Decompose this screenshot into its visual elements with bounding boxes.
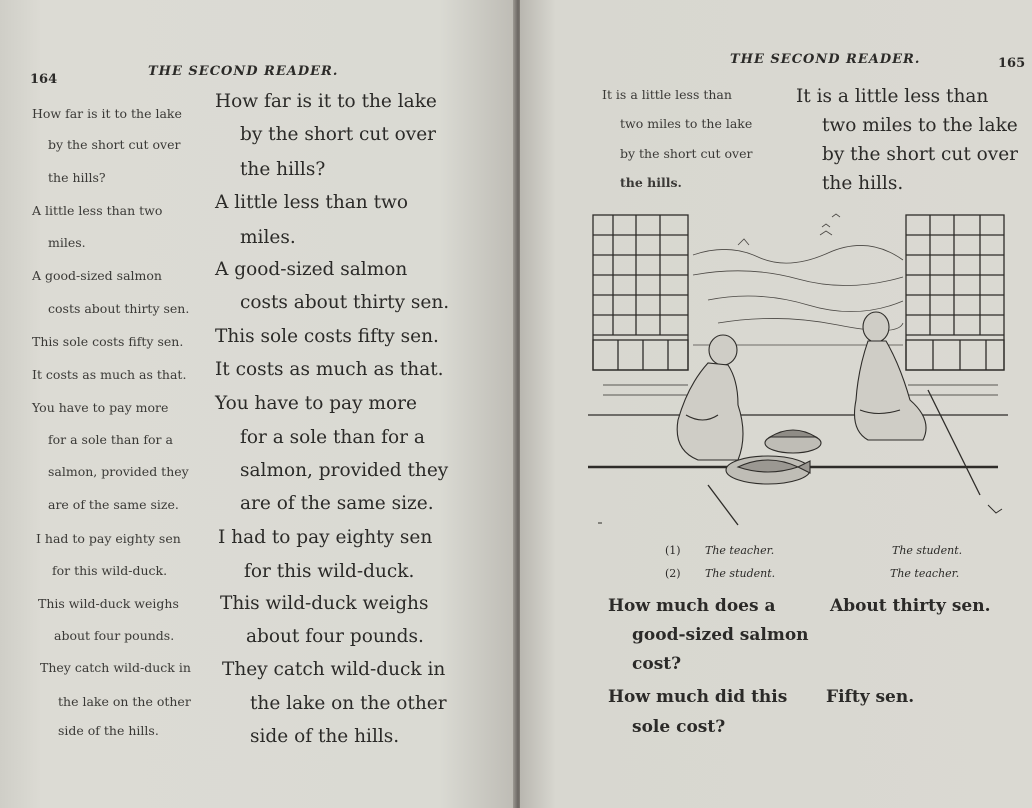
small-text-line: A little less than two	[32, 203, 163, 218]
large-text-line: side of the hills.	[250, 726, 400, 747]
small-text-line: It is a little less than	[602, 87, 732, 102]
large-text-line: costs about thirty sen.	[240, 292, 450, 313]
large-text-line: A little less than two	[215, 192, 409, 213]
large-text-line: This sole costs fifty sen.	[215, 326, 439, 347]
large-text-line: the hills?	[240, 159, 326, 180]
large-text-line: It costs as much as that.	[215, 359, 444, 380]
question-line: cost?	[632, 654, 682, 674]
small-text-line: You have to pay more	[32, 400, 169, 415]
running-head: THE SECOND READER.	[148, 64, 339, 79]
small-text-line: the lake on the other	[58, 694, 191, 709]
small-text-line: costs about thirty sen.	[48, 301, 190, 316]
small-text-line: two miles to the lake	[620, 116, 753, 131]
caption-text: The teacher.	[705, 544, 775, 557]
small-text-line: A good-sized salmon	[32, 268, 162, 283]
small-text-line: miles.	[48, 235, 86, 250]
large-text-line: by the short cut over	[240, 124, 437, 145]
answer-line: Fifty sen.	[826, 687, 915, 707]
small-text-line: How far is it to the lake	[32, 106, 182, 121]
right-page	[520, 0, 1032, 808]
running-head: THE SECOND READER.	[730, 52, 921, 67]
large-text-line: for a sole than for a	[240, 427, 425, 448]
small-text-line: about four pounds.	[54, 628, 175, 643]
caption-text: The teacher.	[890, 567, 960, 580]
question-line: How much did this	[608, 687, 788, 707]
small-text-line: This wild-duck weighs	[38, 596, 179, 611]
large-text-line: How far is it to the lake	[215, 91, 437, 112]
page-number: 164	[30, 72, 58, 87]
caption-number: (2)	[665, 567, 681, 580]
large-text-line: You have to pay more	[215, 393, 417, 414]
small-text-line: by the short cut over	[48, 137, 181, 152]
large-text-line: It is a little less than	[796, 86, 989, 107]
large-text-line: miles.	[240, 227, 296, 248]
answer-line: About thirty sen.	[830, 596, 991, 616]
caption-number: (1)	[665, 544, 681, 557]
question-line: How much does a	[608, 596, 776, 616]
large-text-line: are of the same size.	[240, 493, 434, 514]
caption-text: The student.	[705, 567, 776, 580]
large-text-line: salmon, provided they	[240, 460, 449, 481]
small-text-line: They catch wild-duck in	[40, 660, 191, 675]
large-text-line: They catch wild-duck in	[222, 659, 446, 680]
small-text-line: This sole costs fifty sen.	[32, 334, 184, 349]
large-text-line: I had to pay eighty sen	[218, 527, 433, 548]
small-text-line: the hills?	[48, 170, 106, 185]
question-line: good-sized salmon	[632, 625, 809, 645]
small-text-line: for this wild-duck.	[52, 563, 168, 578]
small-text-line: are of the same size.	[48, 497, 179, 512]
small-text-line: by the short cut over	[620, 146, 753, 161]
small-text-line: It costs as much as that.	[32, 367, 187, 382]
large-text-line: the lake on the other	[250, 693, 447, 714]
large-text-line: the hills.	[822, 173, 904, 194]
large-text-line: by the short cut over	[822, 144, 1019, 165]
large-text-line: for this wild-duck.	[244, 561, 415, 582]
large-text-line: A good-sized salmon	[215, 259, 408, 280]
small-text-line: I had to pay eighty sen	[36, 531, 181, 546]
small-text-line: the hills.	[620, 175, 682, 190]
question-line: sole cost?	[632, 717, 726, 737]
large-text-line: two miles to the lake	[822, 115, 1018, 136]
page-number: 165	[998, 56, 1026, 71]
small-text-line: for a sole than for a	[48, 432, 173, 447]
caption-text: The student.	[892, 544, 963, 557]
large-text-line: about four pounds.	[246, 626, 424, 647]
small-text-line: side of the hills.	[58, 723, 159, 738]
large-text-line: This wild-duck weighs	[220, 593, 429, 614]
small-text-line: salmon, provided they	[48, 464, 189, 479]
teacher-student-illustration	[588, 205, 1010, 530]
